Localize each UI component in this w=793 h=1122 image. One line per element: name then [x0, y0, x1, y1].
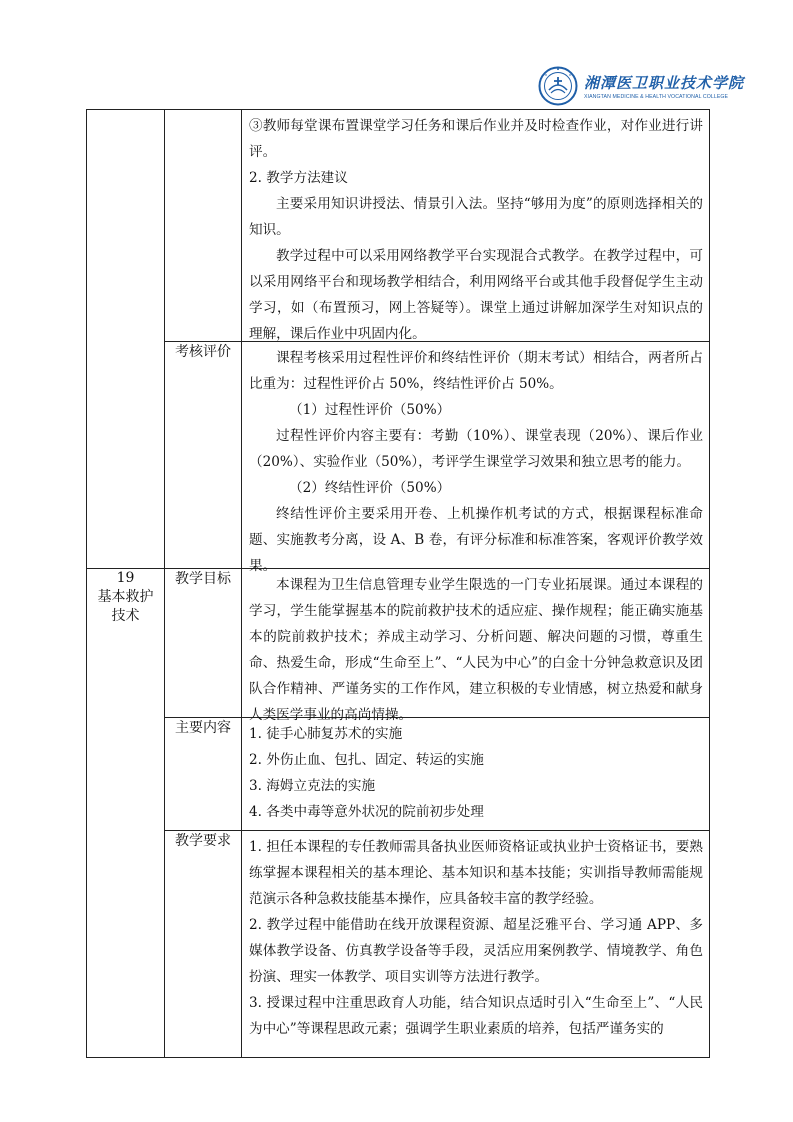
curriculum-table — [86, 109, 710, 1058]
prev-methods-label-cell — [165, 110, 242, 342]
content-item-2: 2. 外伤止血、包扎、固定、转运的实施 — [249, 752, 484, 768]
table-row — [87, 110, 710, 342]
teaching-req-cell — [242, 831, 710, 1058]
teaching-goal-text: 本课程为卫生信息管理专业学生限选的一门专业拓展课。通过本课程的学习，学生能掌握基本的院前救护技术的适应症、操作规程；能正确实施基本的院前救护技术；养成主动学习、分析问题、解决问题的习惯，尊重生命、热爱生命，形成“生命至上”、“人民为中心”的白金十分钟急救意识及团队合作精神、严谨务实的工作作风，建立积极的专业情感，树立热爱和献身人类医学事业的高尚情操。 — [249, 577, 703, 723]
assessment-content-cell — [242, 342, 710, 574]
content-item-4: 4. 各类中毒等意外状况的院前初步处理 — [249, 804, 484, 820]
methods-heading: 2. 教学方法建议 — [249, 170, 348, 186]
prev-course-name-cell — [87, 110, 165, 569]
methods-para-1: ③教师每堂课布置课堂学习任务和课后作业并及时检查作业，对作业进行讲评。 — [249, 118, 703, 160]
main-content-cell — [242, 718, 710, 831]
college-name-cn: 湘潭医卫职业技术学院 — [584, 74, 745, 92]
assessment-sub-2: （2）终结性评价（50%） — [289, 480, 451, 496]
table-row — [87, 342, 710, 569]
college-seal-icon — [538, 66, 578, 106]
assessment-label: 考核评价 — [165, 342, 242, 569]
main-content-label: 主要内容 — [165, 718, 242, 831]
college-logo — [538, 64, 745, 108]
college-name-en: XIANGTAN MEDICINE & HEALTH VOCATIONAL COLLEGE — [584, 94, 729, 100]
table-row — [87, 718, 710, 831]
table-row — [87, 831, 710, 1058]
teaching-goal-label: 教学目标 — [165, 569, 242, 718]
methods-para-2: 主要采用知识讲授法、情景引入法。坚持“够用为度”的原则选择相关的知识。 — [249, 196, 703, 238]
content-item-1: 1. 徒手心肺复苏术的实施 — [249, 726, 403, 742]
assessment-para-1: 课程考核采用过程性评价和终结性评价（期末考试）相结合，两者所占比重为：过程性评价占 50%，终结性评价占 50%。 — [249, 350, 703, 392]
prev-methods-content-cell — [242, 110, 710, 342]
assessment-para-2: 过程性评价内容主要有：考勤（10%）、课堂表现（20%）、课后作业（20%）、实验作业（50%），考评学生课堂学习效果和独立思考的能力。 — [249, 428, 703, 470]
teaching-goal-cell — [242, 569, 710, 723]
content-item-3: 3. 海姆立克法的实施 — [249, 778, 376, 794]
course-name-line-1: 基本救护 — [97, 589, 154, 605]
req-item-1: 1. 担任本课程的专任教师需具备执业医师资格证或执业护士资格证书，要熟练掌握本课程相关的基本理论、基本知识和基本技能；实训指导教师需能规范演示各种急救技能基本操作，应具备较丰富的教学经验。 — [249, 839, 703, 907]
course-19-name-cell — [87, 569, 165, 1058]
course-name-line-2: 技术 — [111, 608, 140, 624]
methods-para-3: 教学过程中可以采用网络教学平台实现混合式教学。在教学过程中，可以采用网络平台和现场教学相结合，利用网络平台或其他手段督促学生主动学习，如（布置预习，网上答疑等）。课堂上通过讲解加深学生对知识点的理解，课后作业中巩固内化。 — [249, 248, 703, 342]
teaching-req-label: 教学要求 — [165, 831, 242, 1058]
req-item-2: 2. 教学过程中能借助在线开放课程资源、超星泛雅平台、学习通 APP、多媒体教学设备、仿真教学设备等手段，灵活应用案例教学、情境教学、角色扮演、理实一体教学、项目实训等方法进行教学。 — [249, 917, 703, 985]
course-number: 19 — [116, 570, 135, 586]
assessment-para-3: 终结性评价主要采用开卷、上机操作机考试的方式，根据课程标准命题、实施教考分离，设 A、B 卷，有评分标准和标准答案，客观评价教学效果。 — [249, 506, 703, 574]
req-item-3: 3. 授课过程中注重思政育人功能，结合知识点适时引入“生命至上”、“人民为中心”等课程思政元素；强调学生职业素质的培养，包括严谨务实的 — [249, 995, 703, 1037]
assessment-sub-1: （1）过程性评价（50%） — [289, 402, 451, 418]
table-row — [87, 569, 710, 718]
